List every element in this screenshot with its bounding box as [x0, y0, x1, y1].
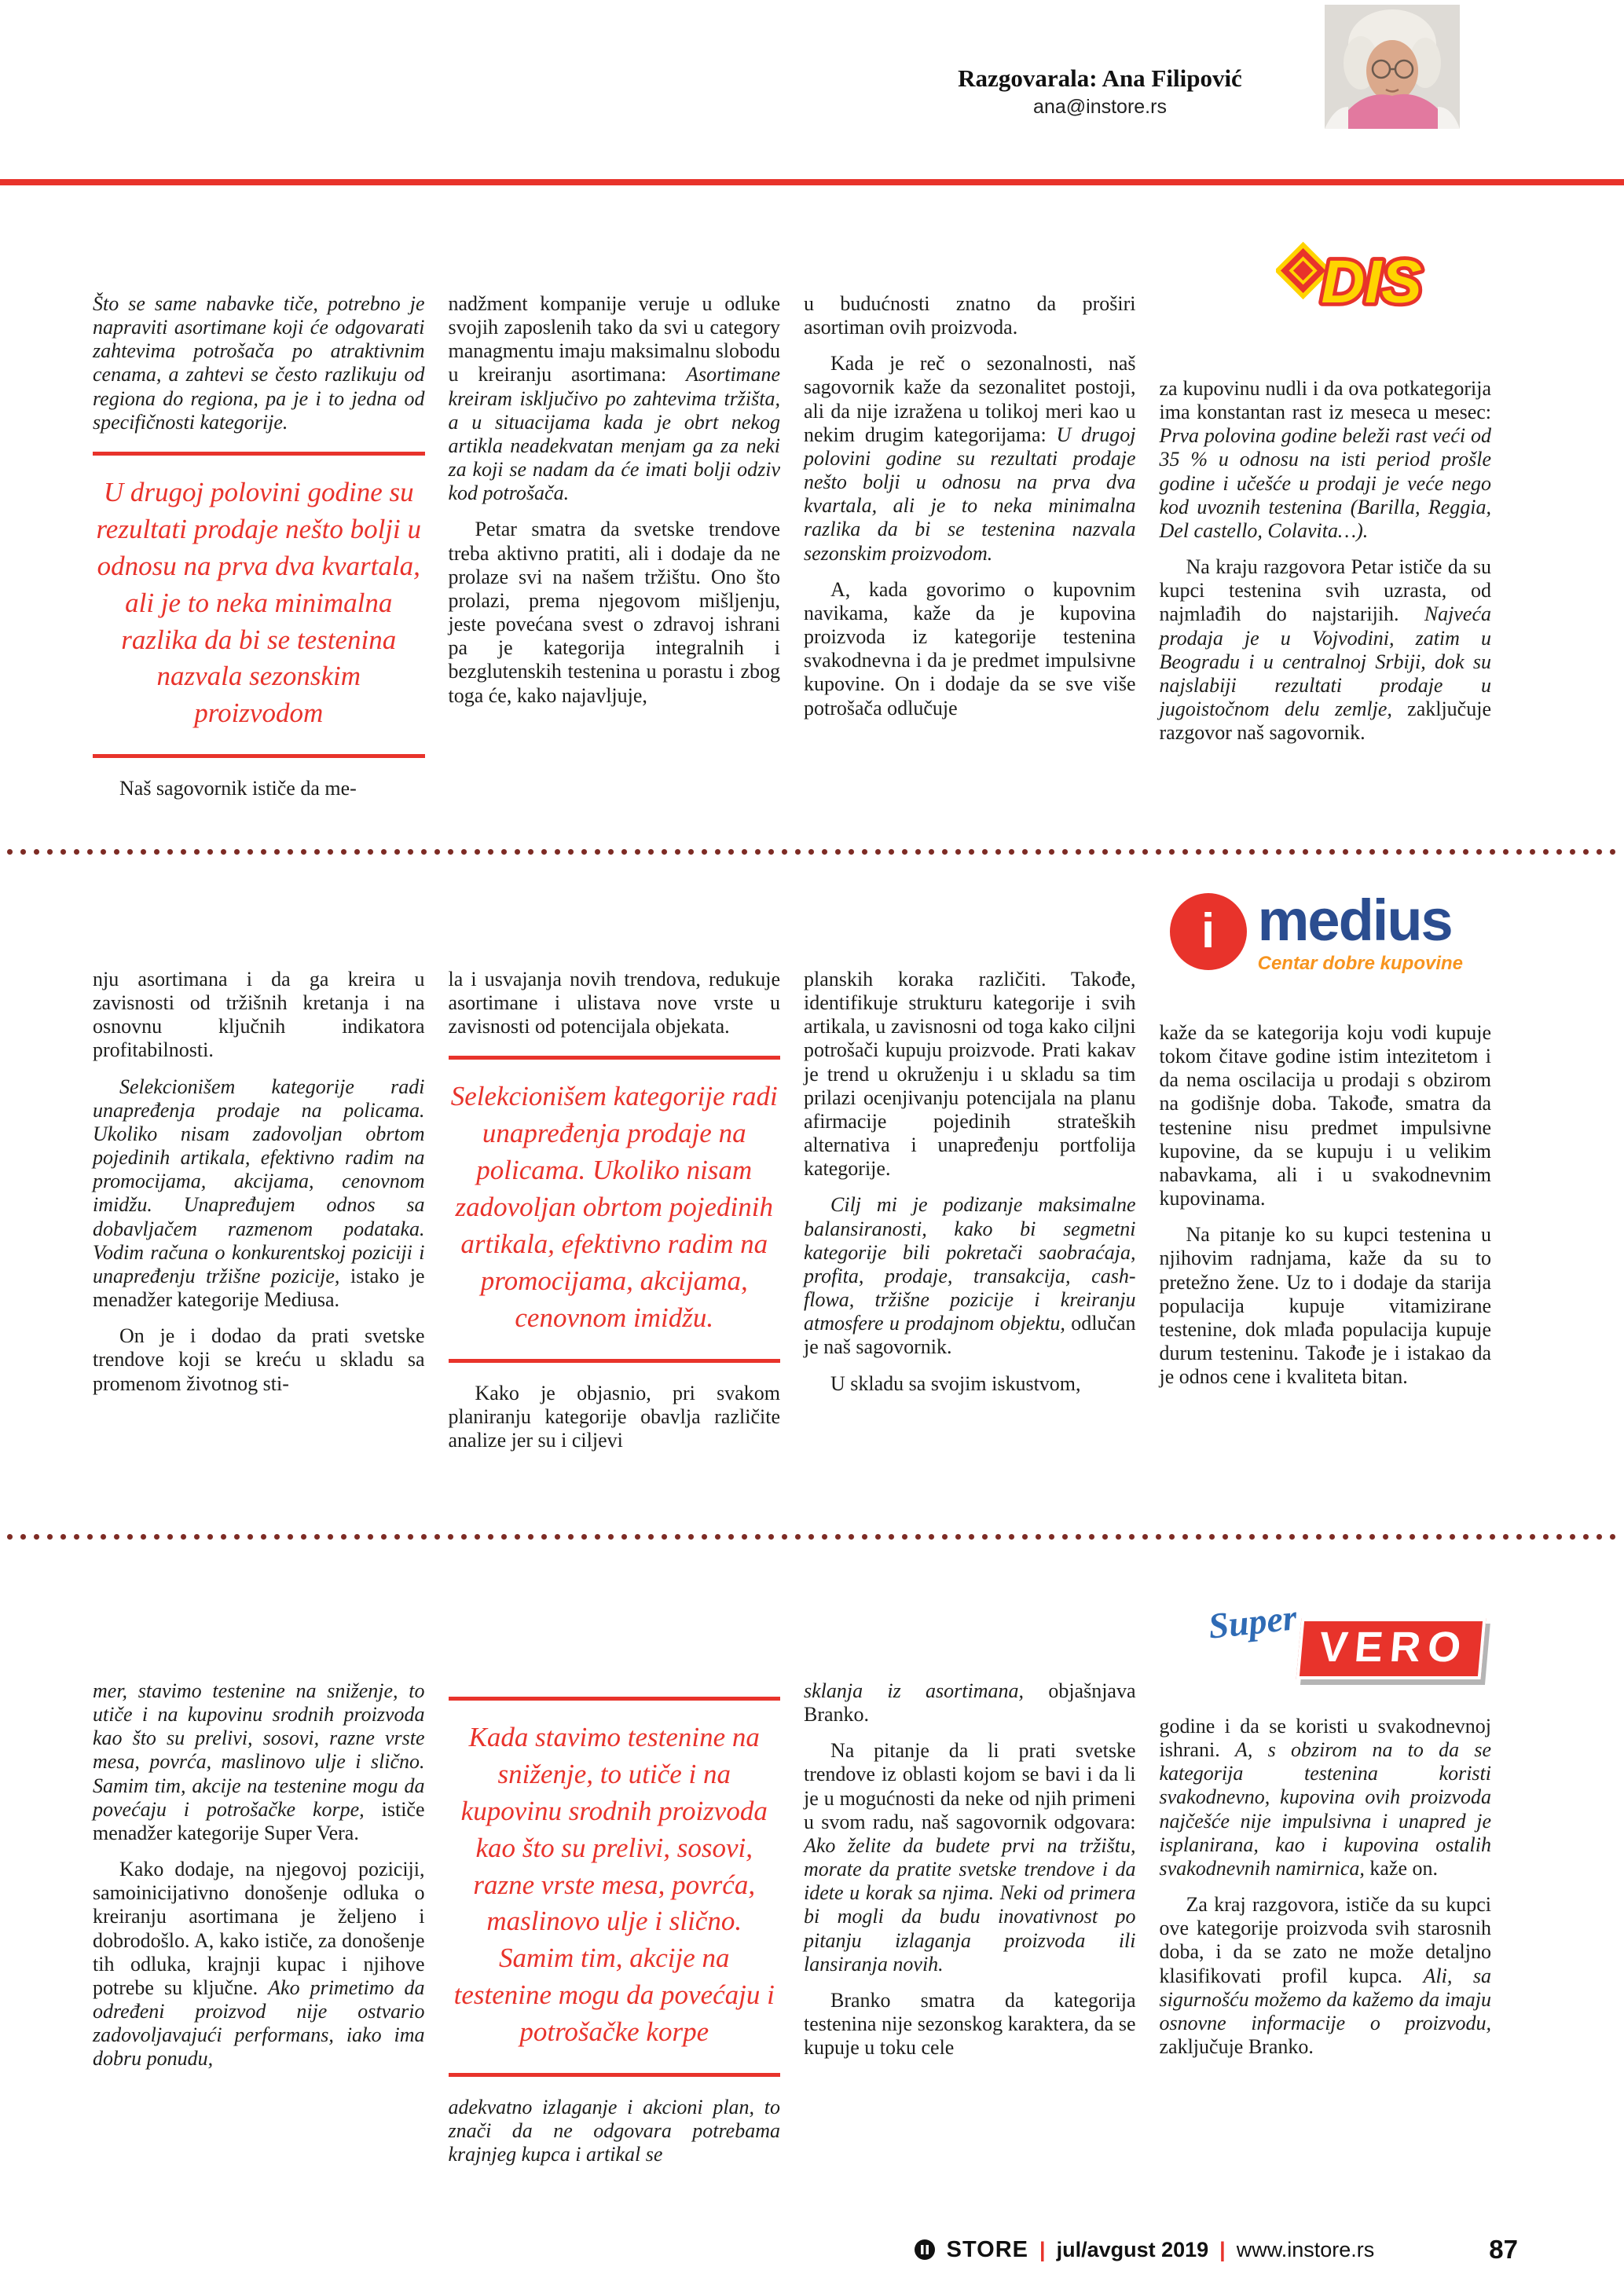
byline-email: ana@instore.rs: [1033, 96, 1167, 118]
text-run: Selekcionišem kategorije radi unapređenja prodaje na policama. Ukoliko nisam zadovoljan obrtom pojedinih artikala, efektivno radim na promocijama, akcijama, cenovnom imidžu. Unapređujem odnos sa dobavljačem razmenom podataka. Vodim računa o konkurentskoj poziciji i unapređenju tržišne pozicije,: [93, 1075, 425, 1287]
article-column: [449, 968, 781, 1465]
paragraph: [449, 968, 781, 1038]
top-red-rule: [0, 179, 1624, 185]
paragraph: [93, 777, 425, 800]
footer-separator: |: [1219, 2237, 1226, 2261]
article-column: [804, 968, 1136, 1465]
text-run: kaže da se kategorija koju vodi kupuje tokom čitave godine istim intezitetom i da nema oscilacija u prodaji s obzirom na godišnje doba. Takođe, smatra da testenine nisu predmet impulsivne kupovine, da se kupuju i u velikim nabavkama, ali i u svakodnevnim kupovinama.: [1159, 1021, 1491, 1210]
paragraph: [804, 578, 1136, 720]
super-vero-box: VERO: [1296, 1618, 1487, 1679]
text-run: planskih koraka različiti. Takođe, identifikuje strukturu kategorije i svih artikala, u zavisnosni od toga kako ciljni potrošači kupuju proizvode. Prati kakav je trend u okruženju i u skladu sa tim prilazi ocenjivanju potencijala na planu afirmacije pojedinih strateških alternativa i unapređenju portfolija kategorije.: [804, 968, 1136, 1181]
paragraph: [449, 518, 781, 707]
instore-logo-icon: [914, 2239, 936, 2261]
text-run: Asortimane kreiram isključivo po zahtevima tržišta, a u situacijama kada je obrt nekog artikla neadekvatan menjam ga za neki za koji se nadam da će imati bolji odziv kod potrošača.: [448, 363, 780, 505]
article-column: [1160, 968, 1492, 1465]
text-run: U drugoj polovini godine su rezultati prodaje nešto bolji u odnosu na prva dva kvartala, ali je to neka minimalna razlika da bi se testenina nazvala sezonskim proizvodom.: [804, 423, 1136, 565]
paragraph: [1160, 1223, 1492, 1389]
paragraph: [449, 1382, 781, 1452]
paragraph: [804, 968, 1136, 1181]
paragraph: [93, 1075, 425, 1313]
footer-brand: STORE: [946, 2236, 1029, 2262]
pull-quote: Kada stavimo testenine na sniženje, to utiče i na kupovinu srodnih proizvoda kao što su prelivi, sosovi, razne vrste mesa, povrća, maslinovo ulje i slično. Samim tim, akcije na testenine mogu da povećaju i potrošačke korpe: [449, 1697, 781, 2077]
text-run: objašnjava Branko.: [804, 1679, 1136, 1727]
pull-quote: U drugoj polovini godine su rezultati prodaje nešto bolji u odnosu na prva dva kvartala, ali je to neka minimalna razlika da bi se testenina nazvala sezonskim proizvodom: [93, 452, 425, 758]
paragraph: [1160, 1893, 1492, 2059]
text-run: za kupovinu nudli i da ova potkategorija ima konstantan rast iz meseca u mesec:: [1159, 377, 1491, 424]
medius-icon-letter: i: [1201, 904, 1215, 958]
text-run: zaključuje Branko.: [1159, 2035, 1314, 2059]
article-section-super-vero: [93, 1597, 1492, 2179]
text-run: Branko smatra da kategorija testenina nije sezonskog karaktera, da se kupuje u toku cele: [804, 1988, 1136, 2060]
text-run: godine i da se koristi u svakodnevnoj ishrani.: [1159, 1715, 1491, 1762]
article-section-dis: [93, 247, 1491, 813]
text-run: Kada je reč o sezonalnosti, naš sagovornik kaže da sezonalitet postoji, ali da nije izražena u tolikoj meri kao u nekim drugim kategorijama:: [804, 352, 1136, 446]
text-run: nju asortimana i da ga kreira u zavisnosti od tržišnih kretanja i na osnovnu ključnih indikatora profitabilnosti.: [93, 968, 425, 1062]
text-run: adekvatno izlaganje i akcioni plan, to znači da ne odgovara potrebama krajnjeg kupca i artikal se: [448, 2096, 780, 2166]
dotted-separator: [6, 848, 1618, 855]
text-run: kaže on.: [1369, 1856, 1439, 1880]
text-run: Na pitanje da li prati svetske trendove iz oblasti kojom se bavi i da li je u mogućnosti da neke od njih primeni u svom radu, naš sagovornik odgovara:: [804, 1739, 1136, 1833]
text-run: On je i dodao da prati svetske trendove koji se kreću u skladu sa promenom životnog sti-: [93, 1324, 425, 1395]
medius-wordmark: [1257, 888, 1463, 975]
paragraph: [93, 1324, 425, 1395]
article-column: [93, 292, 425, 813]
paragraph: [93, 292, 425, 434]
article-column: [449, 292, 781, 813]
medius-logo: [1170, 888, 1463, 975]
text-run: Najveća prodaja je u Vojvodini, zatim u Beogradu i u centralnoj Srbiji, dok su najslabiji rezultati prodaje u jugoistočnom delu zemlje,: [1159, 602, 1491, 721]
medius-tagline: Centar dobre kupovine: [1257, 953, 1463, 975]
paragraph: [804, 1679, 1136, 1727]
text-run: Naš sagovornik ističe da me-: [119, 777, 357, 800]
text-run: ističe menadžer kategorije Super Vera.: [93, 1797, 425, 1844]
byline: Razgovarala: Ana Filipović: [958, 64, 1242, 92]
article-column: [804, 1679, 1136, 2179]
text-run: Kako dodaje, na njegovoj poziciji, samoinicijativno donošenje odluka o kreiranju asortimana je željeno i dobrodošlo. A, kako ističe, za donošenje tih odluka, krajnji kupac i njihove potrebe su ključne.: [93, 1858, 425, 1999]
page-number: 87: [1489, 2235, 1518, 2264]
paragraph: [93, 1858, 425, 2071]
text-run: Ali, sa sigurnošću možemo da kažemo da imaju osnovne informacije o proizvodu,: [1159, 1964, 1491, 2034]
article-section-medius: [93, 888, 1491, 1465]
text-run: Za kraj razgovora, ističe da su kupci ove kategorije proizvoda svih starosnih doba, i da se zato ne može detaljno klasifikovati profil kupca.: [1159, 1893, 1491, 1987]
text-run: mer, stavimo testenine na sniženje, to utiče i na kupovinu srodnih proizvoda kao što su prelivi, sosovi, razne vrste mesa, povrća, maslinovo ulje i slično. Samim tim, akcije na testenine mogu da povećaju i potrošačke korpe,: [93, 1679, 425, 1821]
text-run: nadžment kompanije veruje u odluke svojih zaposlenih tako da svi u category managmentu imaju maksimalnu slobodu u kreiranju asortimana:: [448, 292, 780, 386]
paragraph: [1160, 555, 1492, 745]
medius-icon: [1170, 893, 1247, 970]
dis-logo-text: DIS: [1321, 247, 1422, 316]
page-footer: [93, 2235, 1518, 2265]
paragraph: [804, 1739, 1136, 1976]
footer-separator: |: [1039, 2237, 1046, 2261]
article-column: [1160, 1679, 1492, 2179]
super-vero-script: Super: [1206, 1597, 1299, 1646]
paragraph: [93, 1679, 425, 1845]
article-column: [1160, 292, 1492, 813]
text-run: A, s obzirom na to da se kategorija testenina koristi svakodnevno, kupovina ovih proizvoda najčešće nije impulsivna i unapred je isplanirana, kao i kupovina ostalih svakodnevnih namirnica,: [1159, 1738, 1492, 1880]
paragraph: [93, 968, 425, 1063]
text-run: Kako je objasnio, pri svakom planiranju kategorije obavlja različite analize jer su i ciljevi: [448, 1381, 780, 1452]
text-run: Ako želite da budete prvi na tržištu, morate da pratite svetske trendove i da idete u korak sa njima. Neki od primera bi mogli da budu inovativnost po pitanju izlaganja proizvoda ili lansiranja novih.: [804, 1833, 1136, 1976]
paragraph: [1160, 1715, 1492, 1880]
paragraph: [804, 1193, 1136, 1359]
article-column: [93, 968, 425, 1465]
text-run: sklanja iz asortimana,: [804, 1679, 1049, 1702]
article-column: [449, 1679, 781, 2179]
text-run: u budućnosti znatno da proširi asortiman ovih proizvoda.: [804, 292, 1136, 339]
paragraph: [1160, 1021, 1492, 1210]
text-run: Što se same nabavke tiče, potrebno je napraviti asortimane koji će odgovarati zahtevima potrošača po atraktivnim cenama, a zahtevi se često razlikuju od regiona do regiona, pa je i to jedna od specifičnosti kategorije.: [93, 292, 425, 434]
paragraph: [1160, 377, 1492, 543]
paragraph: [804, 1372, 1136, 1396]
byline-block: [896, 64, 1304, 119]
dis-logo: [1276, 229, 1427, 330]
text-run: A, kada govorimo o kupovnim navikama, kaže da je kupovina proizvoda iz kategorije testenina svakodnevna i da je predmet impulsivne kupovine. On i dodaje da se sve više potrošača odlučuje: [804, 577, 1136, 720]
paragraph: [804, 292, 1136, 339]
interviewer-photo-illustration: [1325, 5, 1460, 129]
interviewer-photo: [1325, 5, 1460, 129]
super-vero-logo: [1206, 1597, 1483, 1684]
text-run: la i usvajanja novih trendova, redukuje asortimane i ulistava nove vrste u zavisnosti od potencijala objekata.: [448, 968, 780, 1038]
paragraph: [449, 2096, 781, 2166]
text-run: istako je menadžer kategorije Mediusa.: [93, 1264, 425, 1312]
text-run: odlučan je naš sagovornik.: [804, 1312, 1136, 1359]
text-run: Na pitanje ko su kupci testenina u njihovim radnjama, kaže da su to pretežno žene. Uz to i dodaje da starija populacija kupuje vitamizirane testenine, dok mlađa populacija kupuje durum testeninu. Takođe je i istakao da je odnos cene i kvaliteta bitan.: [1159, 1223, 1491, 1389]
dotted-separator: [6, 1533, 1618, 1540]
text-run: zaključuje razgovor naš sagovornik.: [1159, 698, 1491, 745]
text-run: Cilj mi je podizanje maksimalne balansiranosti, kako bi segmetni kategorije bili pokretači saobraćaja, profita, prodaje, transakcija, cash-flowa, tržišne pozicije i kreiranju atmosfere u prodajnom objektu,: [804, 1193, 1136, 1335]
dis-logo-graphic: [1276, 229, 1427, 330]
text-run: Prva polovina godine beleži rast veći od 35 % u odnosu na isti period prošle godine i učešće u prodaji je veće nego kod uvoznih testenina (Barilla, Reggia, Del castello, Colavita…).: [1159, 424, 1491, 542]
text-run: Ako primetimo da određeni proizvod nije ostvario zadovoljavajući performans, iako ima dobru ponudu,: [93, 1976, 425, 2071]
article-column: [804, 292, 1136, 813]
footer-website: www.instore.rs: [1236, 2237, 1375, 2261]
text-run: U skladu sa svojim iskustvom,: [830, 1371, 1081, 1395]
text-run: Na kraju razgovora Petar ističe da su kupci testenina svih uzrasta, od najmlađih do najstarijih.: [1159, 555, 1491, 626]
paragraph: [449, 292, 781, 505]
medius-name: medius: [1257, 888, 1452, 953]
paragraph: [804, 352, 1136, 565]
paragraph: [804, 1989, 1136, 2060]
pull-quote: Selekcionišem kategorije radi unapređenja prodaje na policama. Ukoliko nisam zadovoljan obrtom pojedinih artikala, efektivno radim na promocijama, akcijama, cenovnom imidžu.: [449, 1056, 781, 1362]
article-column: [93, 1679, 425, 2179]
footer-issue: jul/avgust 2019: [1056, 2237, 1209, 2261]
text-run: Petar smatra da svetske trendove treba aktivno pratiti, ali i dodaje da ne prolaze svi na našem tržištu. Ono što prolazi, prema njegovom mišljenju, jeste povećana svest o zdravoj ishrani pa je kategorija integralnih i bezglutenskih testenina u porastu i zbog toga će, kako najavljuje,: [448, 518, 780, 707]
